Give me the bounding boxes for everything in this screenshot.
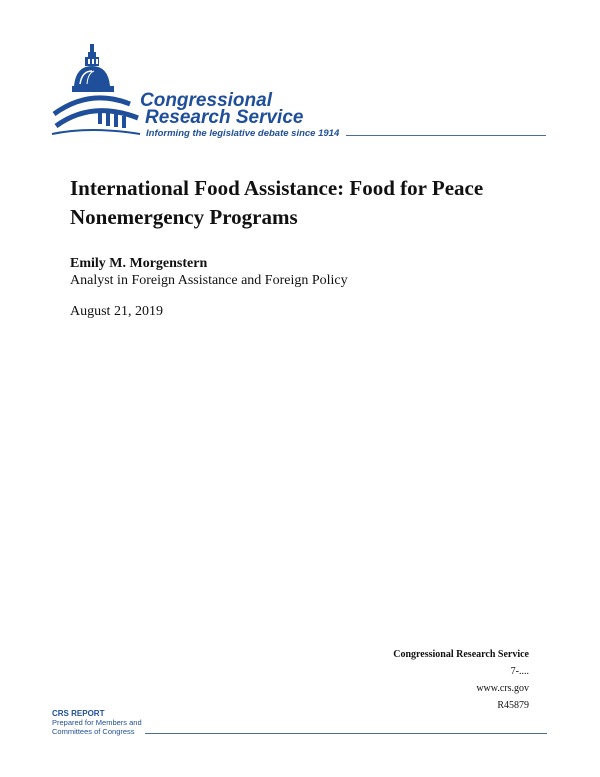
- crs-info-block: [393, 646, 529, 714]
- report-date: August 21, 2019: [70, 304, 163, 319]
- capitol-dome-icon: [50, 42, 142, 142]
- logo-divider: [346, 135, 546, 136]
- report-number: R45879: [497, 700, 529, 711]
- crs-website-link[interactable]: www.crs.gov: [476, 683, 529, 694]
- author-role: Analyst in Foreign Assistance and Foreign Policy: [70, 273, 348, 288]
- footer-divider: [145, 733, 547, 734]
- crs-logo: [50, 42, 550, 146]
- footer-crs-report: CRS REPORT: [52, 709, 105, 718]
- author-name: Emily M. Morgenstern: [70, 256, 208, 271]
- crs-organization: Congressional Research Service: [393, 649, 529, 660]
- logo-name-line2: Research Service: [145, 107, 304, 128]
- report-title-line1: International Food Assistance: Food for Peace: [70, 176, 484, 200]
- crs-phone: 7-....: [510, 666, 529, 677]
- footer-prepared-for: Prepared for Members and: [52, 718, 142, 727]
- logo-tagline: Informing the legislative debate since 1914: [146, 128, 340, 139]
- logo-wordmark: [140, 92, 303, 126]
- report-title: [70, 174, 540, 232]
- logo-name-line1: Congressional: [140, 90, 272, 111]
- report-title-line2: Nonemergency Programs: [70, 205, 298, 229]
- footer: [52, 709, 552, 736]
- footer-committees: Committees of Congress: [52, 727, 135, 736]
